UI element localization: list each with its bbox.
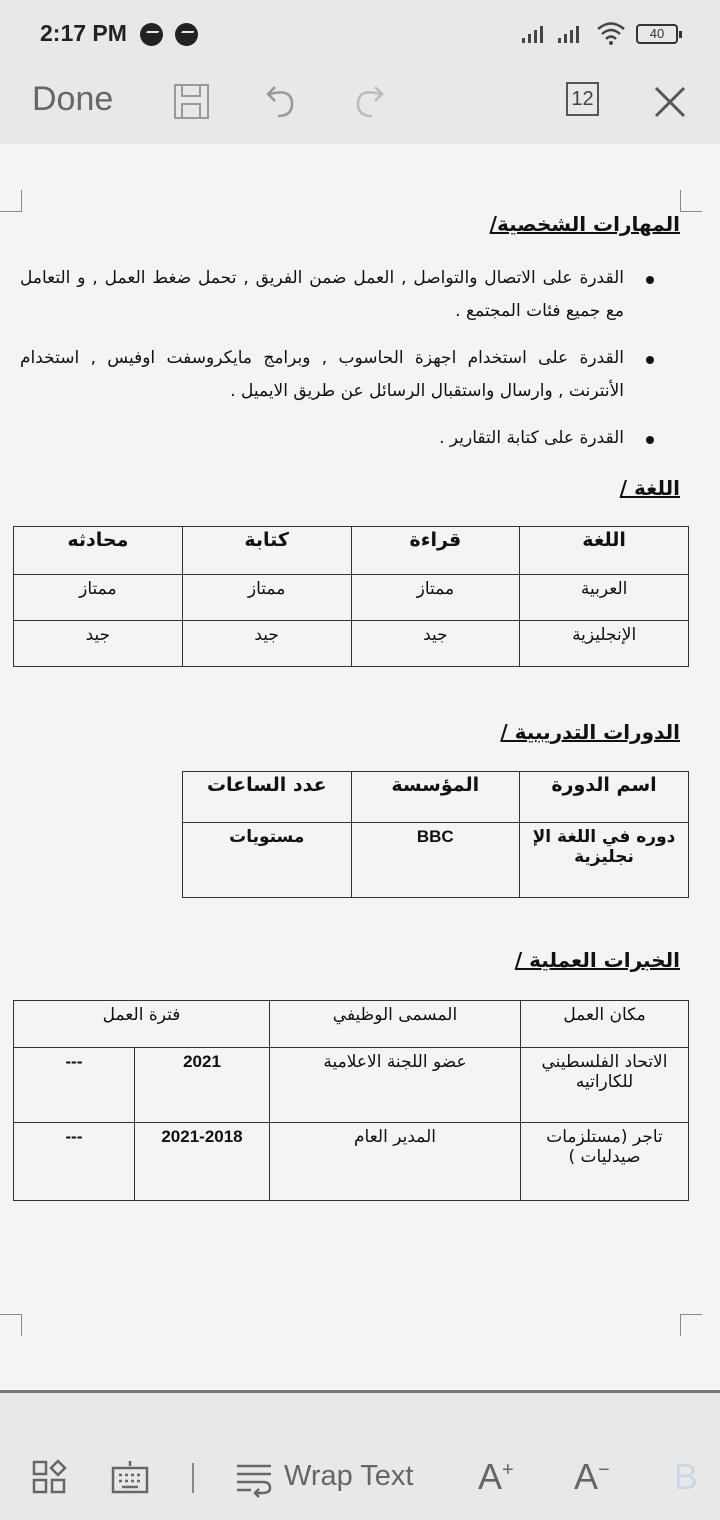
- experience-table: [13, 1000, 689, 1201]
- bold-icon[interactable]: B: [674, 1456, 699, 1497]
- language-table: [13, 526, 689, 667]
- messenger-icon: [175, 23, 198, 46]
- table-header: محادثه: [14, 527, 183, 575]
- table-header: كتابة: [182, 527, 351, 575]
- table-row: [14, 1048, 689, 1123]
- table-cell: الإنجليزية: [520, 621, 689, 667]
- list-item: القدرة على الاتصال والتواصل , العمل ضمن الفريق , تحمل ضغط العمل , و التعامل مع جميع فئات المجتمع .: [20, 262, 624, 328]
- skills-heading: المهارات الشخصية/: [489, 212, 680, 236]
- decrease-font-icon[interactable]: A−: [574, 1456, 610, 1497]
- table-cell: جيد: [351, 621, 520, 667]
- table-cell: مستويات: [183, 823, 352, 898]
- table-header: المؤسسة: [351, 772, 519, 823]
- wifi-icon: [596, 20, 626, 46]
- list-item: القدرة على كتابة التقارير .: [20, 422, 624, 455]
- table-cell: ممتاز: [14, 575, 183, 621]
- status-bar: [0, 0, 720, 66]
- battery-icon: 40: [636, 24, 678, 44]
- table-cell: ---: [14, 1123, 135, 1201]
- table-row: [183, 823, 689, 898]
- table-header: اسم الدورة: [520, 772, 689, 823]
- table-header-row: [14, 1001, 689, 1048]
- table-cell: جيد: [182, 621, 351, 667]
- margin-marker: [680, 190, 702, 212]
- signal-icon: [558, 24, 586, 44]
- table-cell: جيد: [14, 621, 183, 667]
- keyboard-icon[interactable]: [108, 1456, 152, 1500]
- table-header: عدد الساعات: [183, 772, 352, 823]
- table-cell: 2021: [135, 1048, 270, 1123]
- wrap-text-icon[interactable]: [234, 1460, 274, 1500]
- done-button[interactable]: Done: [32, 80, 114, 118]
- increase-font-icon[interactable]: A+: [478, 1456, 514, 1497]
- table-cell: ممتاز: [351, 575, 520, 621]
- table-cell: BBC: [351, 823, 519, 898]
- close-icon[interactable]: [648, 80, 692, 124]
- status-time: 2:17 PM: [40, 20, 127, 46]
- format-bar: [0, 1390, 720, 1520]
- table-cell: العربية: [520, 575, 689, 621]
- table-cell: ---: [14, 1048, 135, 1123]
- list-item: القدرة على استخدام اجهزة الحاسوب , وبرامج مايكروسفت اوفيس , استخدام الأنترنت , وارسال واستقبال الرسائل عن طريق الايميل .: [20, 342, 624, 408]
- page-count-button[interactable]: 12: [566, 82, 599, 116]
- skills-list: [20, 262, 624, 469]
- table-cell: 2021-2018: [135, 1123, 270, 1201]
- table-header: اللغة: [520, 527, 689, 575]
- undo-icon[interactable]: [258, 80, 302, 124]
- table-header: مكان العمل: [521, 1001, 689, 1048]
- table-cell: المدير العام: [270, 1123, 521, 1201]
- table-header: المسمى الوظيفي: [270, 1001, 521, 1048]
- messenger-icon: [140, 23, 163, 46]
- document-page[interactable]: [0, 144, 720, 1390]
- table-cell: عضو اللجنة الاعلامية: [270, 1048, 521, 1123]
- language-heading: اللغة /: [619, 476, 680, 500]
- table-cell: تاجر (مستلزمات صيدليات ): [521, 1123, 689, 1201]
- table-header-row: [183, 772, 689, 823]
- experience-heading: الخبرات العملية /: [514, 948, 680, 972]
- table-header-row: [14, 527, 689, 575]
- divider: [192, 1463, 194, 1493]
- margin-marker: [0, 1314, 22, 1336]
- save-icon[interactable]: [170, 80, 214, 124]
- redo-icon[interactable]: [348, 80, 392, 124]
- table-header: فترة العمل: [14, 1001, 270, 1048]
- table-row: [14, 1123, 689, 1201]
- table-row: [14, 621, 689, 667]
- signal-icon: [522, 24, 550, 44]
- table-row: [14, 575, 689, 621]
- table-cell: الاتحاد الفلسطيني للكاراتيه: [521, 1048, 689, 1123]
- table-cell: ممتاز: [182, 575, 351, 621]
- table-header: قراءة: [351, 527, 520, 575]
- margin-marker: [0, 190, 22, 212]
- courses-table: [182, 771, 689, 898]
- wrap-text-button[interactable]: Wrap Text: [284, 1460, 414, 1492]
- divider: [0, 1390, 720, 1393]
- table-cell: دوره في اللغة الإ نجليزية: [520, 823, 689, 898]
- courses-heading: الدورات التدريبية /: [500, 720, 680, 744]
- margin-marker: [680, 1314, 702, 1336]
- layout-icon[interactable]: [30, 1458, 70, 1498]
- editor-toolbar: [0, 66, 720, 144]
